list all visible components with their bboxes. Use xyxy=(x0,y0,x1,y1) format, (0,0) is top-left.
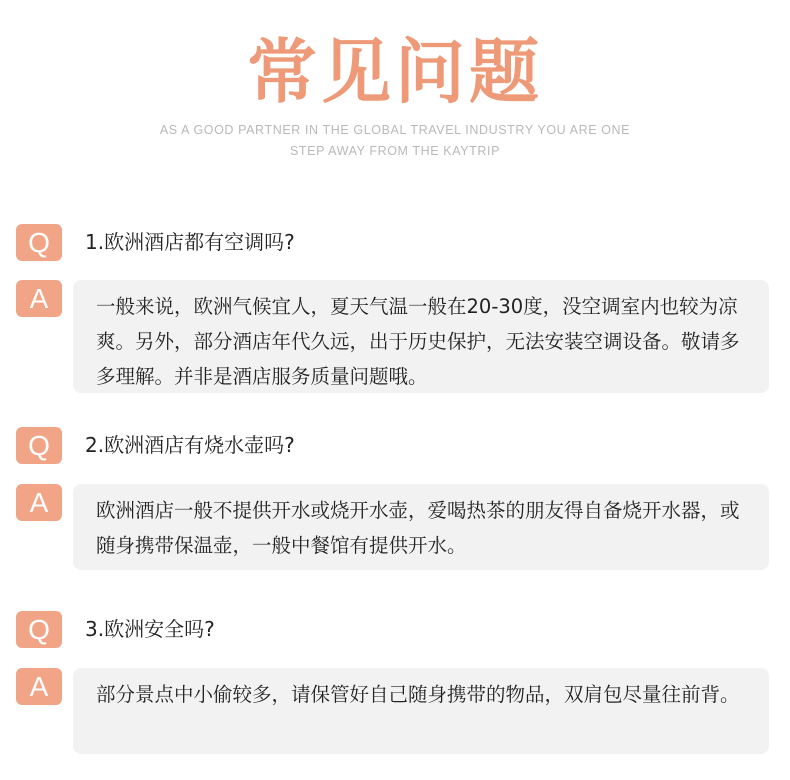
answer-1: 一般来说，欧洲气候宜人，夏天气温一般在20-30度，没空调室内也较为凉爽。另外，部分酒店年代久远，出于历史保护，无法安装空调设备。敬请多多理解。并非是酒店服务质量问题哦。 xyxy=(73,280,769,393)
page-subtitle-line-1: AS A GOOD PARTNER IN THE GLOBAL TRAVEL INDUSTRY YOU ARE ONE xyxy=(159,123,631,137)
question-1: 1.欧洲酒店都有空调吗? xyxy=(85,230,295,254)
page-subtitle-line-2: STEP AWAY FROM THE KAYTRIP xyxy=(289,144,501,158)
answer-badge-1: A xyxy=(16,280,62,317)
answer-3: 部分景点中小偷较多，请保管好自己随身携带的物品，双肩包尽量往前背。 xyxy=(73,668,769,754)
question-badge-1: Q xyxy=(16,224,62,261)
question-2: 2.欧洲酒店有烧水壶吗? xyxy=(85,433,295,457)
page-title: 常见问题 xyxy=(247,31,543,113)
question-badge-3: Q xyxy=(16,611,62,648)
question-3: 3.欧洲安全吗? xyxy=(85,617,215,641)
answer-badge-2: A xyxy=(16,484,62,521)
answer-badge-3: A xyxy=(16,668,62,705)
answer-2: 欧洲酒店一般不提供开水或烧开水壶，爱喝热茶的朋友得自备烧开水器，或随身携带保温壶，一般中餐馆有提供开水。 xyxy=(73,484,769,570)
question-badge-2: Q xyxy=(16,427,62,464)
